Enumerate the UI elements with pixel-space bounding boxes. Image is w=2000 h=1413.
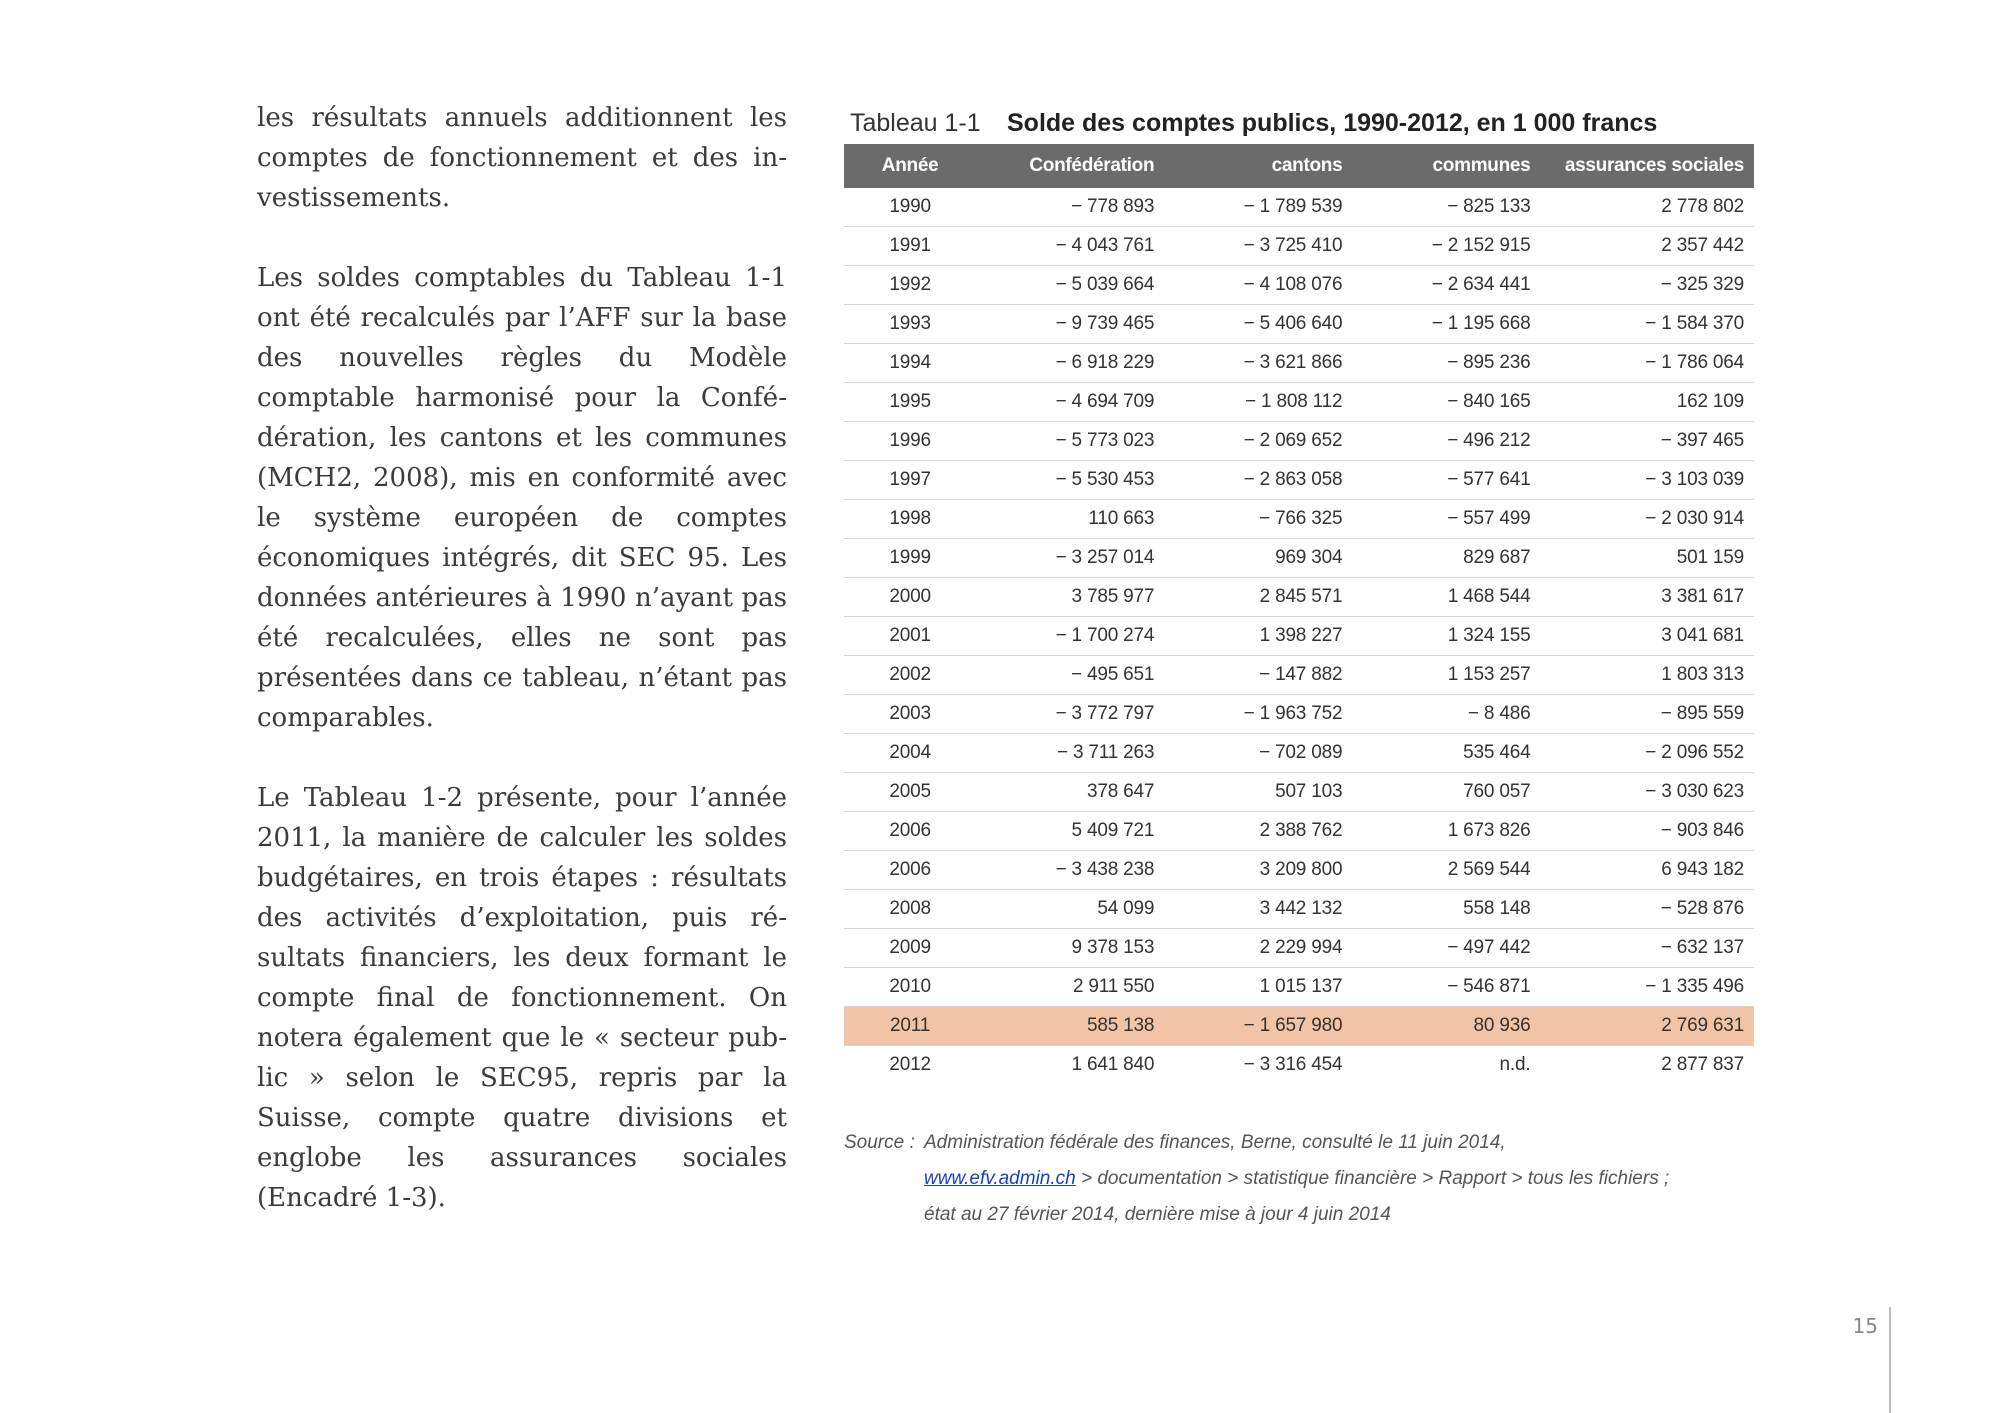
cell-confederation: 585 138: [976, 1007, 1164, 1046]
cell-cantons: − 1 808 112: [1164, 383, 1352, 422]
cell-confederation: − 5 773 023: [976, 422, 1164, 461]
table-row: [844, 695, 1754, 734]
table-row: [844, 890, 1754, 929]
cell-communes: − 2 634 441: [1352, 266, 1540, 305]
cell-communes: 80 936: [1352, 1007, 1540, 1046]
cell-cantons: − 766 325: [1164, 500, 1352, 539]
cell-annee: 2012: [889, 1054, 931, 1075]
cell-annee: 2011: [844, 1007, 976, 1046]
table-block: [844, 102, 1754, 1084]
cell-assurances-sociales: − 2 030 914: [1540, 500, 1754, 539]
cell-assurances-sociales: 1 803 313: [1540, 656, 1754, 695]
cell-assurances-sociales: − 3 103 039: [1540, 461, 1754, 500]
table-body: [844, 188, 1754, 1084]
cell-cantons: − 5 406 640: [1164, 305, 1352, 344]
source-line: état au 27 février 2014, dernière mise à jour 4 juin 2014: [924, 1204, 1391, 1225]
table-row: [844, 929, 1754, 968]
cell-assurances-sociales: 3 041 681: [1540, 617, 1754, 656]
source-line: Administration fédérale des finances, Berne, consulté le 11 juin 2014,: [924, 1132, 1506, 1153]
table-row: [844, 1007, 1754, 1046]
table-header-row: [844, 144, 1754, 188]
table-row: [844, 227, 1754, 266]
cell-annee: 1998: [844, 500, 976, 539]
cell-annee: 2005: [844, 773, 976, 812]
cell-cantons: − 1 963 752: [1164, 695, 1352, 734]
table-caption: [844, 102, 1754, 144]
table-row: [844, 500, 1754, 539]
body-text-column: [257, 98, 787, 1258]
table-row: [844, 539, 1754, 578]
cell-annee: 2000: [844, 578, 976, 617]
cell-confederation: 378 647: [976, 773, 1164, 812]
cell-confederation: 9 378 153: [976, 929, 1164, 968]
cell-confederation: − 3 257 014: [976, 539, 1164, 578]
cell-annee: 1995: [844, 383, 976, 422]
cell-annee: 1996: [844, 422, 976, 461]
cell-communes: − 825 133: [1352, 188, 1540, 227]
cell-cantons: 3 209 800: [1164, 851, 1352, 890]
cell-annee: 1992: [844, 266, 976, 305]
cell-annee: 2006: [844, 851, 976, 890]
table-row: [844, 188, 1754, 227]
cell-assurances-sociales: 2 769 631: [1540, 1007, 1754, 1046]
paragraph: les résultats annuels additionnent les comptes de fonctionnement et des investissements.: [257, 103, 787, 213]
cell-cantons: 507 103: [1164, 773, 1352, 812]
cell-communes: − 2 152 915: [1352, 227, 1540, 266]
table-row: [844, 1046, 1754, 1085]
table-row: [844, 968, 1754, 1007]
cell-communes: − 546 871: [1352, 968, 1540, 1007]
table-row: [844, 656, 1754, 695]
table-row: [844, 383, 1754, 422]
cell-communes: − 840 165: [1352, 383, 1540, 422]
cell-assurances-sociales: 6 943 182: [1540, 851, 1754, 890]
cell-annee: 2006: [844, 812, 976, 851]
cell-assurances-sociales: 162 109: [1540, 383, 1754, 422]
cell-cantons: 1 015 137: [1164, 968, 1352, 1007]
cell-cantons: − 3 316 454: [1243, 1054, 1343, 1075]
cell-assurances-sociales: − 325 329: [1540, 266, 1754, 305]
cell-confederation: − 4 043 761: [976, 227, 1164, 266]
table-row: [844, 734, 1754, 773]
table-row: [844, 773, 1754, 812]
cell-assurances-sociales: − 2 096 552: [1540, 734, 1754, 773]
cell-confederation: − 3 772 797: [976, 695, 1164, 734]
cell-communes: 1 153 257: [1352, 656, 1540, 695]
cell-cantons: − 1 657 980: [1164, 1007, 1352, 1046]
cell-annee: 1993: [844, 305, 976, 344]
paragraph: Le Tableau 1-2 présente, pour l’année 2011, la manière de calculer les soldes budgétaires, en trois étapes : résultats des activités d’exploitation, puis résultats financiers, les deux formant le compte final de fonctionnement. On notera également que le « secteur public » selon le SEC95, repris par la Suisse, compte quatre divisions et englobe les assurances sociales (Encadré 1-3).: [257, 783, 787, 1213]
table-row: [844, 461, 1754, 500]
header-cantons: cantons: [1164, 144, 1352, 188]
header-assurances-sociales: assurances sociales: [1540, 144, 1754, 188]
cell-cantons: − 1 789 539: [1164, 188, 1352, 227]
table-row: [844, 578, 1754, 617]
cell-assurances-sociales: − 397 465: [1540, 422, 1754, 461]
cell-assurances-sociales: 2 357 442: [1540, 227, 1754, 266]
cell-communes: 1 468 544: [1352, 578, 1540, 617]
cell-assurances-sociales: − 1 786 064: [1540, 344, 1754, 383]
cell-confederation: − 6 918 229: [976, 344, 1164, 383]
source-note: [844, 1125, 1744, 1233]
cell-confederation: 110 663: [976, 500, 1164, 539]
cell-cantons: 1 398 227: [1164, 617, 1352, 656]
cell-communes: 558 148: [1352, 890, 1540, 929]
table-row: [844, 812, 1754, 851]
cell-cantons: 3 442 132: [1164, 890, 1352, 929]
cell-assurances-sociales: − 3 030 623: [1540, 773, 1754, 812]
cell-cantons: − 147 882: [1164, 656, 1352, 695]
cell-confederation: − 9 739 465: [976, 305, 1164, 344]
cell-confederation: − 1 700 274: [976, 617, 1164, 656]
cell-communes: − 895 236: [1352, 344, 1540, 383]
cell-communes: − 557 499: [1352, 500, 1540, 539]
cell-communes: − 496 212: [1352, 422, 1540, 461]
page-rule-divider: [1889, 1307, 1891, 1413]
cell-communes: 2 569 544: [1352, 851, 1540, 890]
header-annee: Année: [844, 144, 976, 188]
cell-communes: 535 464: [1352, 734, 1540, 773]
paragraph: Les soldes comptables du Tableau 1-1 ont été recalculés par l’AFF sur la base des nouvelles règles du Modèle comptable harmonisé pour la Confédération, les cantons et les communes (MCH2, 2008), mis en conformité avec le système européen de comptes économiques intégrés, dit SEC 95. Les données antérieures à 1990 n’ayant pas été recalculées, elles ne sont pas présentées dans ce tableau, n’étant pas comparables.: [257, 263, 787, 733]
cell-annee: 1997: [844, 461, 976, 500]
cell-confederation: 5 409 721: [976, 812, 1164, 851]
cell-communes: 829 687: [1352, 539, 1540, 578]
cell-cantons: − 702 089: [1164, 734, 1352, 773]
table-row: [844, 422, 1754, 461]
cell-confederation: − 4 694 709: [976, 383, 1164, 422]
cell-confederation: − 495 651: [976, 656, 1164, 695]
cell-assurances-sociales: 2 877 837: [1661, 1054, 1744, 1075]
cell-confederation: − 3 438 238: [976, 851, 1164, 890]
cell-annee: 1991: [844, 227, 976, 266]
cell-confederation: 3 785 977: [976, 578, 1164, 617]
cell-communes: n.d.: [1499, 1054, 1531, 1075]
cell-cantons: − 2 069 652: [1164, 422, 1352, 461]
cell-annee: 2009: [844, 929, 976, 968]
table-label: Tableau 1-1: [850, 109, 981, 137]
cell-confederation: 1 641 840: [1071, 1054, 1155, 1075]
cell-assurances-sociales: − 632 137: [1540, 929, 1754, 968]
cell-assurances-sociales: 3 381 617: [1540, 578, 1754, 617]
table-row: [844, 344, 1754, 383]
cell-assurances-sociales: 2 778 802: [1540, 188, 1754, 227]
cell-cantons: − 4 108 076: [1164, 266, 1352, 305]
cell-assurances-sociales: − 1 335 496: [1540, 968, 1754, 1007]
cell-cantons: 2 845 571: [1164, 578, 1352, 617]
cell-confederation: − 778 893: [976, 188, 1164, 227]
cell-assurances-sociales: − 528 876: [1540, 890, 1754, 929]
cell-assurances-sociales: − 903 846: [1540, 812, 1754, 851]
table-row: [844, 305, 1754, 344]
cell-confederation: − 3 711 263: [976, 734, 1164, 773]
cell-communes: 760 057: [1352, 773, 1540, 812]
cell-annee: 2003: [844, 695, 976, 734]
cell-annee: 1994: [844, 344, 976, 383]
cell-annee: 2002: [844, 656, 976, 695]
table-row: [844, 266, 1754, 305]
cell-annee: 1999: [844, 539, 976, 578]
cell-annee: 2004: [844, 734, 976, 773]
cell-annee: 2008: [844, 890, 976, 929]
cell-cantons: − 3 621 866: [1164, 344, 1352, 383]
source-link[interactable]: www.efv.admin.ch: [924, 1168, 1076, 1189]
cell-confederation: 54 099: [976, 890, 1164, 929]
page-number: 15: [1852, 1314, 1878, 1338]
cell-cantons: 2 388 762: [1164, 812, 1352, 851]
cell-annee: 2010: [844, 968, 976, 1007]
cell-communes: − 577 641: [1352, 461, 1540, 500]
cell-communes: − 8 486: [1352, 695, 1540, 734]
cell-cantons: 2 229 994: [1164, 929, 1352, 968]
cell-cantons: − 2 863 058: [1164, 461, 1352, 500]
table-row: [844, 617, 1754, 656]
cell-assurances-sociales: − 895 559: [1540, 695, 1754, 734]
cell-assurances-sociales: − 1 584 370: [1540, 305, 1754, 344]
cell-cantons: − 3 725 410: [1164, 227, 1352, 266]
source-line: [924, 1161, 1744, 1197]
cell-communes: 1 324 155: [1352, 617, 1540, 656]
cell-communes: 1 673 826: [1352, 812, 1540, 851]
header-confederation: Confédération: [976, 144, 1164, 188]
table-title: Solde des comptes publics, 1990-2012, en 1 000 francs: [1007, 109, 1658, 137]
cell-annee: 1990: [844, 188, 976, 227]
data-table: [844, 144, 1754, 1084]
cell-annee: 2001: [844, 617, 976, 656]
cell-confederation: − 5 530 453: [976, 461, 1164, 500]
table-row: [844, 851, 1754, 890]
cell-communes: − 1 195 668: [1352, 305, 1540, 344]
source-path: > documentation > statistique financière > Rapport > tous les fichiers ;: [1075, 1168, 1670, 1189]
cell-communes: − 497 442: [1352, 929, 1540, 968]
cell-cantons: 969 304: [1164, 539, 1352, 578]
cell-confederation: − 5 039 664: [976, 266, 1164, 305]
source-label: Source :: [844, 1132, 915, 1153]
cell-confederation: 2 911 550: [976, 968, 1164, 1007]
header-communes: communes: [1352, 144, 1540, 188]
cell-assurances-sociales: 501 159: [1540, 539, 1754, 578]
